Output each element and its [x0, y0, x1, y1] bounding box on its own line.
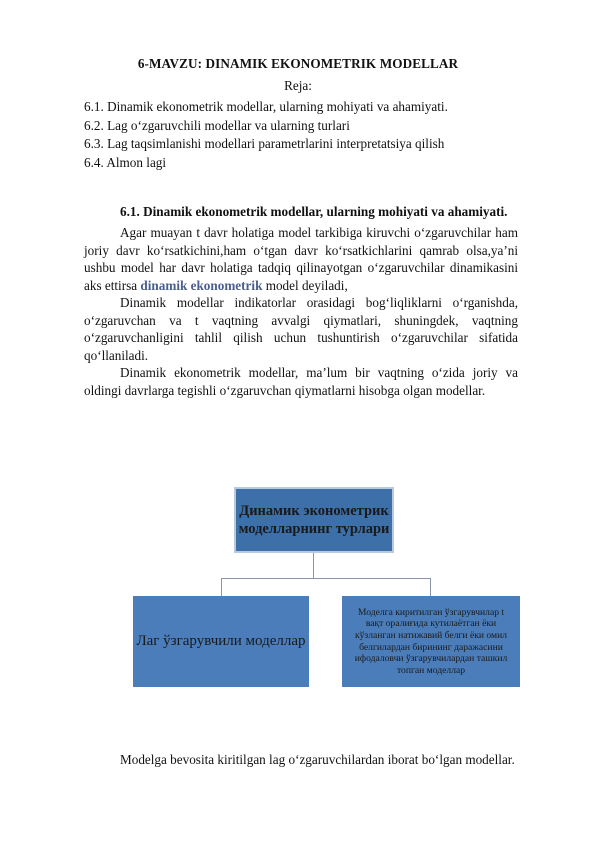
connector-vertical-top — [313, 553, 314, 578]
page-title: 6-MAVZU: DINAMIK EKONOMETRIK MODELLAR — [137, 56, 459, 71]
plan-label: Reja: — [284, 78, 312, 93]
paragraph-text-end: model deyiladi, — [262, 277, 348, 293]
table-of-contents — [84, 98, 448, 172]
toc-item: 6.1. Dinamik ekonometrik modellar, ularning mohiyati va ahamiyati. — [84, 99, 448, 114]
diagram-lag-models-label: Лаг ўзгарувчили моделлар — [136, 633, 306, 649]
diagram-root-label: Динамик эконометрик моделларнинг турлари — [238, 503, 390, 537]
connector-vertical-left — [221, 578, 222, 596]
connector-horizontal — [221, 578, 431, 579]
toc-item: 6.3. Lag taqsimlanishi modellari parametrlarini interpretatsiya qilish — [84, 136, 445, 152]
paragraph-definition — [84, 224, 518, 294]
toc-item: 6.2. Lag o‘zgaruvchili modellar va ularning turlari — [84, 117, 350, 133]
paragraph-summary: Dinamik ekonometrik modellar, ma’lum bir vaqtning o‘zida joriy va oldingi davrlarga tegishli o‘zgaruvchan qiymatlarni hisobga olgan modellar. — [84, 365, 518, 398]
connector-vertical-right — [430, 578, 431, 596]
paragraph-indicators: Dinamik modellar indikatorlar orasidagi bog‘liqliklarni o‘rganishda, o‘zgaruvchan va t vaqtning avvalgi qiymatlari, shuningdek, vaqtning o‘zgaruvchanligini tahlil qilish uchun tushuntirish o‘zgaruvchilar sifatida qo‘llaniladi. — [84, 295, 518, 363]
diagram-root-box — [234, 487, 394, 553]
paragraph-text: Agar muayan t davr holatiga model tarkibiga kiruvchi o‘zgaruvchilar ham joriy davr ko‘rsatkichini,ham o‘tgan davr ko‘rsatkichlarini qamrab olsa,ya’ni ushbu model har davr holatiga tadqiq qilinayotgan o‘zgaruvchilar dinamikasini aks ettirsa — [84, 225, 518, 293]
diagram-expectation-models-label: Моделга киритилган ўзгарувчилар t вақт оралиғида кутилаётган ёки кўзланган натижавий белги ёки омил белгилардан бирининг даражасини ифодаловчи ўзгарувчилардан ташкил топган моделлар — [354, 606, 508, 676]
keyword-highlight: dinamik ekonometrik — [140, 277, 263, 293]
paragraph-lag-models: Modelga bevosita kiritilgan lag o‘zgaruvchilardan iborat bo‘lgan modellar. — [120, 752, 515, 767]
diagram-lag-models-box — [133, 596, 309, 687]
toc-item: 6.4. Almon lagi — [84, 154, 167, 170]
diagram-expectation-models-box — [342, 596, 520, 687]
section-heading: 6.1. Dinamik ekonometrik modellar, ularning mohiyati va ahamiyati. — [120, 204, 508, 219]
